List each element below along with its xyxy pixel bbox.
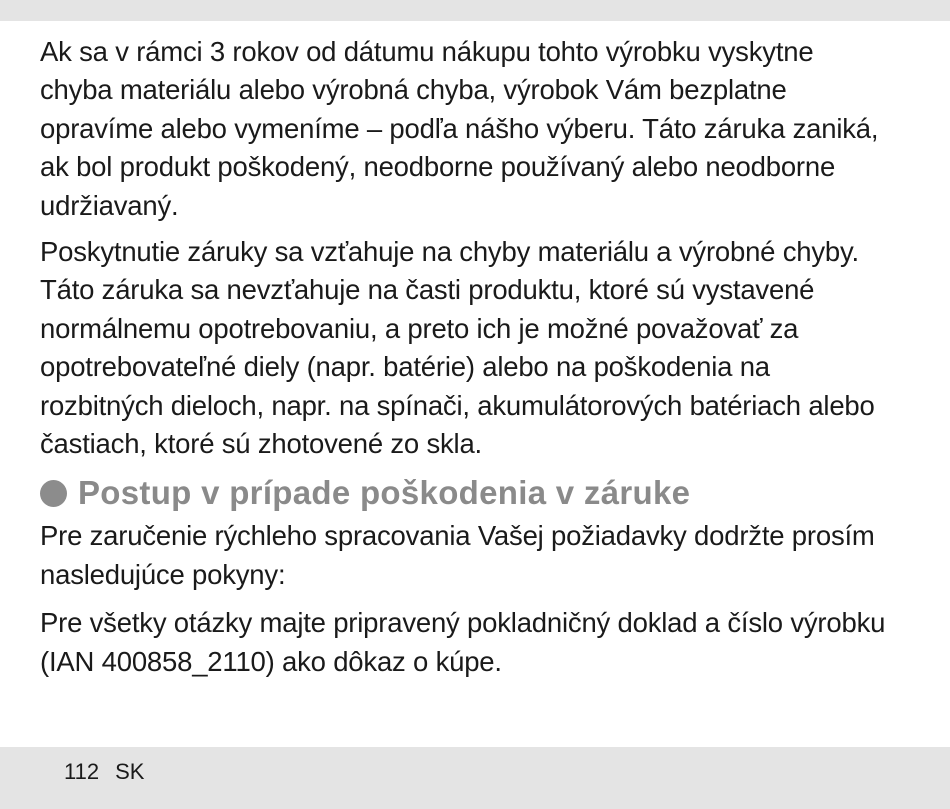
procedure-paragraph	[40, 517, 920, 594]
text-line: opotrebovateľné diely (napr. batérie) alebo na poškodenia na	[40, 351, 770, 383]
text-line: (IAN 400858_2110) ako dôkaz o kúpe.	[40, 645, 502, 677]
top-band	[0, 0, 950, 21]
language-code: SK	[115, 759, 145, 784]
page-footer	[64, 759, 160, 785]
text-line: Poskytnutie záruky sa vzťahuje na chyby materiálu a výrobné chyby.	[40, 236, 859, 268]
text-line: Pre všetky otázky majte pripravený pokladničný doklad a číslo výrobku	[40, 607, 886, 639]
text-line: Pre zaručenie rýchleho spracovania Vašej požiadavky dodržte prosím	[40, 520, 875, 552]
warranty-scope-paragraph	[40, 233, 920, 463]
text-line: normálnemu opotrebovaniu, a preto ich je možné považovať za	[40, 312, 799, 344]
bullet-icon	[40, 480, 67, 507]
text-line: chyba materiálu alebo výrobná chyba, výrobok Vám bezplatne	[40, 74, 787, 106]
page-number: 112	[64, 759, 100, 784]
text-line: ak bol produkt poškodený, neodborne používaný alebo neodborne	[40, 151, 836, 183]
text-line: opravíme alebo vymeníme – podľa nášho výberu. Táto záruka zaniká,	[40, 112, 879, 144]
text-line: Táto záruka sa nevzťahuje na časti produktu, ktoré sú vystavené	[40, 274, 815, 306]
page-content	[40, 33, 920, 681]
receipt-paragraph	[40, 604, 920, 681]
text-line: Ak sa v rámci 3 rokov od dátumu nákupu tohto výrobku vyskytne	[40, 36, 814, 67]
text-line: rozbitných dieloch, napr. na spínači, akumulátorových batériach alebo	[40, 389, 875, 421]
section-heading-text: Postup v prípade poškodenia v záruke	[78, 474, 691, 512]
text-line: častiach, ktoré sú zhotovené zo skla.	[40, 428, 482, 460]
warranty-paragraph	[40, 33, 920, 225]
text-line: nasledujúce pokyny:	[40, 558, 286, 590]
section-heading	[40, 473, 920, 513]
text-line: udržiavaný.	[40, 189, 179, 221]
